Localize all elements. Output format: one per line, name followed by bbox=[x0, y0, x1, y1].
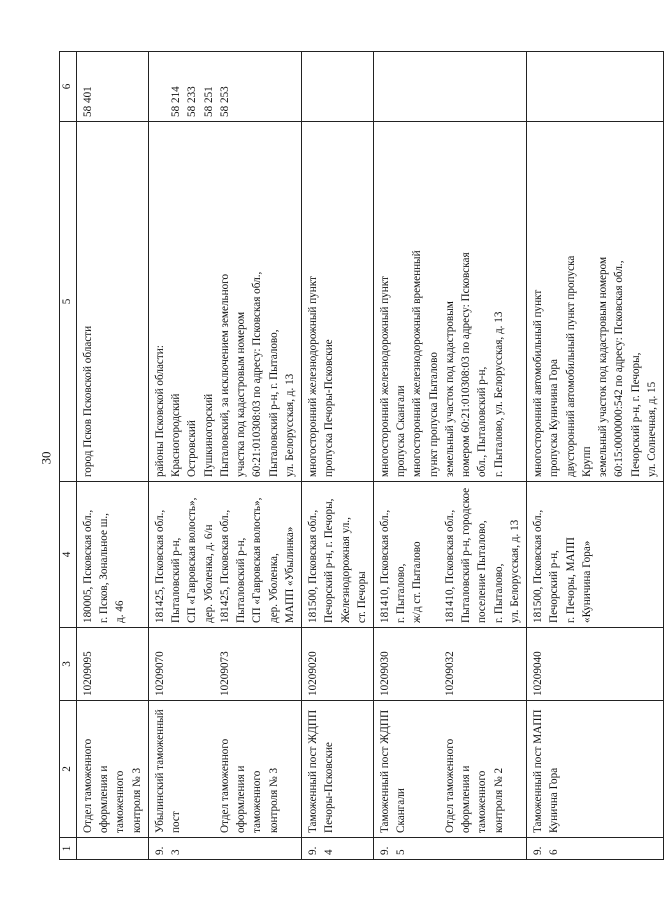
customs-office-address: 181500, Псковская обл., Печорский р-н, г. Печоры, Железнодорожная ул., ст. Печоры bbox=[302, 482, 374, 628]
customs-office-name: Таможенный пост ЖДПП Печоры-Псковские bbox=[302, 701, 374, 838]
customs-office-code: 10209095 bbox=[77, 628, 149, 701]
okato-code bbox=[373, 52, 526, 122]
competence-region: многосторонний железнодорожный пункт пропуска Скангали многосторонний железнодорожный временный пункт пропуска Пыталово земельный участок под кадастровым номером 60:21:010308:03 по адресу: Псковская обл., Пыталовский р-н, г. Пыталово, ул. Белорусская, д. 13 bbox=[373, 122, 526, 482]
customs-office-name: Таможенный пост ЖДПП Скангали Отдел таможенного оформления и таможенного контроля № 2 bbox=[373, 701, 526, 838]
okato-code bbox=[302, 52, 374, 122]
competence-region: районы Псковской области: Красногородский Островский Пушкиногорский Пыталовский, за исключением земельного участка под кадастровым номером 60:21:010308:03 по адресу: Псковская обл., Пыталовский р-н, г. Пыталово, ул. Белорусская, д. 13 bbox=[148, 122, 301, 482]
customs-office-address: 181500, Псковская обл., Печорский р-н, г. Печоры, МАПП «Куничина Гора» bbox=[527, 482, 664, 628]
okato-code bbox=[527, 52, 664, 122]
customs-office-address: 181410, Псковская обл., г. Пыталово, ж/д ст. Пыталово 181410, Псковская обл., Пыталовский р-н, городское поселение Пыталово, г. Пыталово, ул. Белорусская, д. 13 bbox=[373, 482, 526, 628]
table-row bbox=[77, 52, 149, 860]
column-number: 1 bbox=[60, 838, 77, 860]
customs-office-code: 10209070 10209073 bbox=[148, 628, 301, 701]
table-row bbox=[373, 52, 526, 860]
column-number: 2 bbox=[60, 701, 77, 838]
okato-code: 58 214 58 233 58 251 58 253 bbox=[148, 52, 301, 122]
okato-code: 58 401 bbox=[77, 52, 149, 122]
row-number: 9.5 bbox=[373, 838, 526, 860]
customs-office-code: 10209020 bbox=[302, 628, 374, 701]
row-number: 9.3 bbox=[148, 838, 301, 860]
row-number bbox=[77, 838, 149, 860]
customs-office-code: 10209030 10209032 bbox=[373, 628, 526, 701]
page-number: 30 bbox=[38, 451, 54, 465]
rotated-table-container bbox=[59, 52, 658, 860]
customs-posts-table bbox=[59, 51, 664, 860]
column-number: 6 bbox=[60, 52, 77, 122]
column-number-row bbox=[60, 52, 77, 860]
column-number: 4 bbox=[60, 482, 77, 628]
customs-office-address: 181425, Псковская обл., Пыталовский р-н, СП «Гавровская волость», дер. Уболенка, д. 6/н 181425, Псковская обл., Пыталовский р-н, СП «Гавровская волость», дер. Уболенка, МАПП «Убылинка» bbox=[148, 482, 301, 628]
column-number: 5 bbox=[60, 122, 77, 482]
competence-region: многосторонний автомобильный пункт пропуска Куничина Гора двусторонний автомобильный пункт пропуска Крупп земельный участок под кадастровым номером 60:15:0000000:542 по адресу: Псковская обл., Печорский р-н, г. Печоры, ул. Солнечная, д. 15 bbox=[527, 122, 664, 482]
customs-office-address: 180005, Псковская обл., г. Псков, Зональное ш., д. 46 bbox=[77, 482, 149, 628]
table-row bbox=[302, 52, 374, 860]
row-number: 9.4 bbox=[302, 838, 374, 860]
row-number: 9.6 bbox=[527, 838, 664, 860]
customs-office-code: 10209040 bbox=[527, 628, 664, 701]
table-row bbox=[148, 52, 301, 860]
customs-office-name: Убылинский таможенный пост Отдел таможенного оформления и таможенного контроля № 3 bbox=[148, 701, 301, 838]
competence-region: город Псков Псковской области bbox=[77, 122, 149, 482]
customs-office-name: Таможенный пост МАПП Кунична Гора bbox=[527, 701, 664, 838]
customs-office-name: Отдел таможенного оформления и таможенного контроля № 3 bbox=[77, 701, 149, 838]
competence-region: многосторонний железнодорожный пункт пропуска Печоры-Псковские bbox=[302, 122, 374, 482]
column-number: 3 bbox=[60, 628, 77, 701]
table-row bbox=[527, 52, 664, 860]
